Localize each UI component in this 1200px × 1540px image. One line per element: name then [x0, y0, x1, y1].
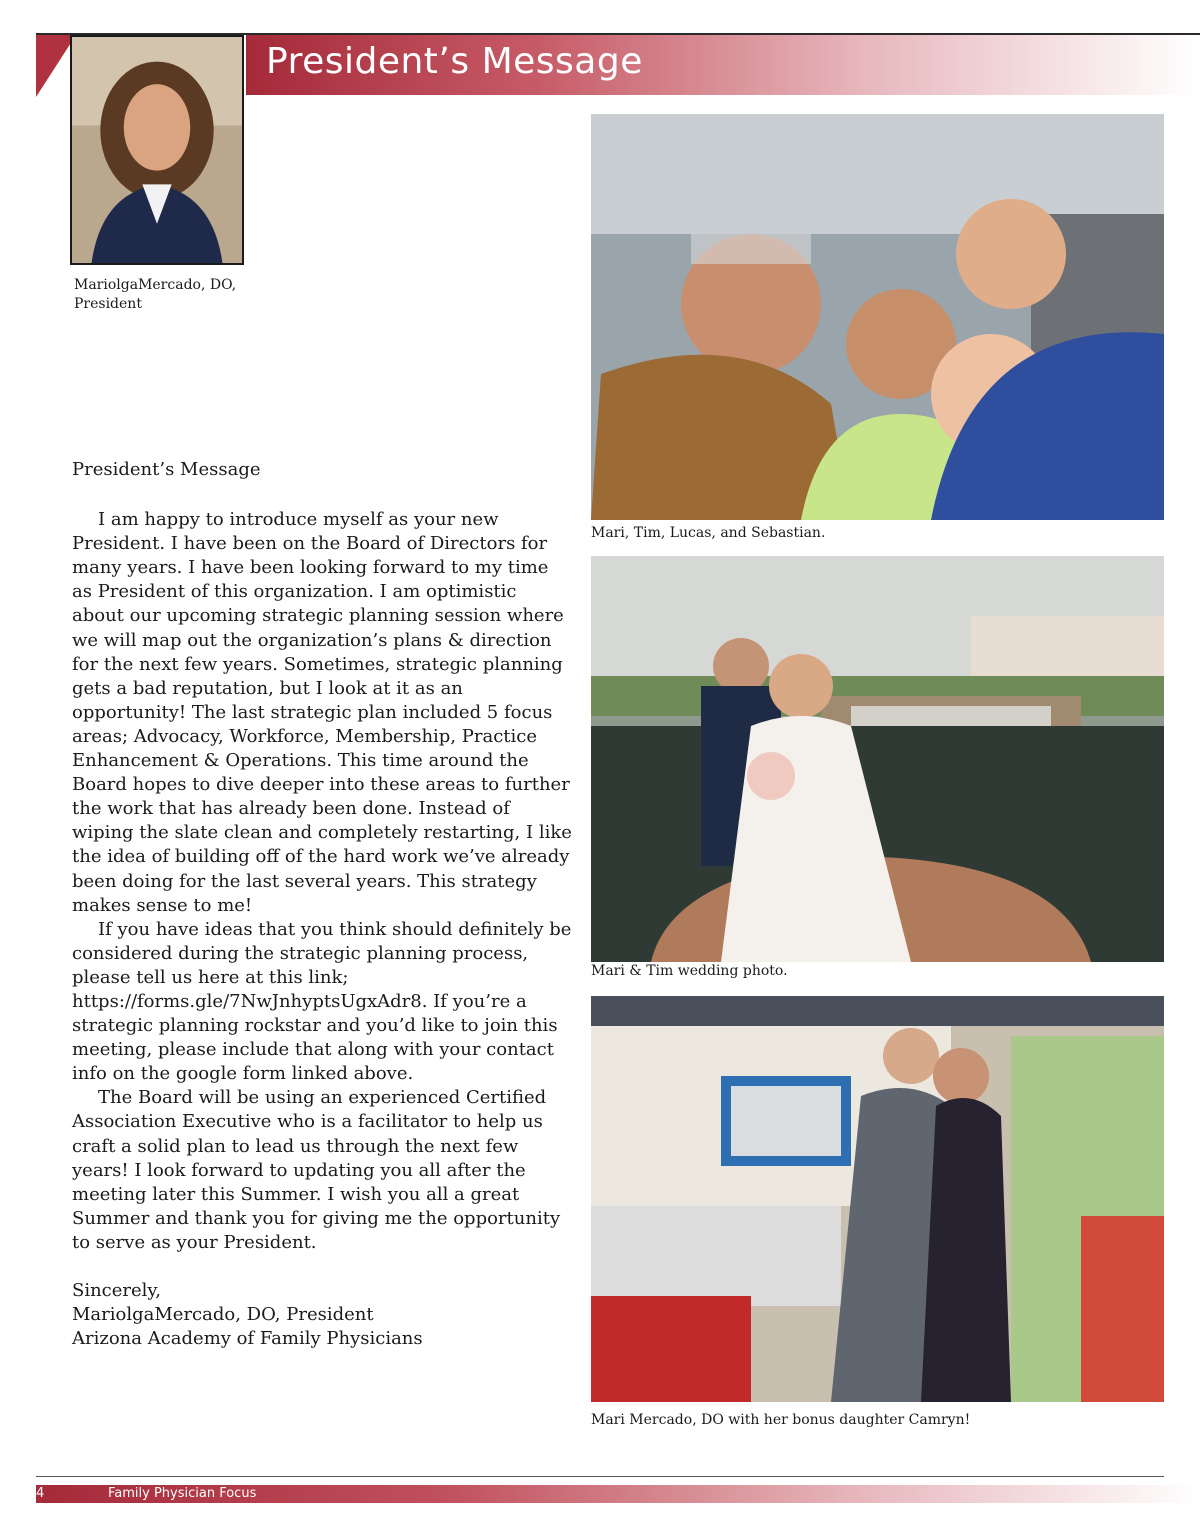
page-number: 4 — [36, 1486, 45, 1501]
family-photo-caption: Mari, Tim, Lucas, and Sebastian. — [591, 525, 826, 541]
footer-rule — [36, 1476, 1164, 1477]
wedding-photo — [591, 556, 1164, 962]
bonus-daughter-photo — [591, 996, 1164, 1402]
article-heading: President’s Message — [72, 459, 261, 480]
portrait-caption — [74, 276, 274, 314]
bonus-daughter-photo-caption: Mari Mercado, DO with her bonus daughter Camryn! — [591, 1412, 971, 1428]
footer-banner — [36, 1485, 1200, 1503]
publication-title: Family Physician Focus — [108, 1486, 257, 1501]
article-paragraph: If you have ideas that you think should definitely be considered during the strategic planning process, please tell us here at this link; https://forms.gle/7NwJnhyptsUgxAdr8. If you’re a strategic planning rockstar and you’d like to join this meeting, please include that along with your contact info on the google form linked above. — [72, 918, 572, 1085]
president-portrait-photo — [70, 35, 244, 265]
signature-name: MariolgaMercado, DO, President — [72, 1304, 374, 1326]
page-title: President’s Message — [266, 41, 643, 82]
portrait-caption-name: MariolgaMercado, DO, — [74, 277, 237, 293]
closing: Sincerely, — [72, 1280, 161, 1301]
article-paragraph: I am happy to introduce myself as your new President. I have been on the Board of Directors for many years. I have been looking forward to my time as President of this organization. I am optimistic about our upcoming strategic planning session where we will map out the organization’s plans & direction for the next few years. Sometimes, strategic planning gets a bad reputation, but I look at it as an opportunity! The last strategic plan included 5 focus areas; Advocacy, Workforce, Membership, Practice Enhancement & Operations. This time around the Board hopes to dive deeper into these areas to further the work that has already been done. Instead of wiping the slate clean and completely restarting, I like the idea of building off of the hard work we’ve already been doing for the last several years. This strategy makes sense to me! — [72, 509, 572, 916]
signature-org: Arizona Academy of Family Physicians — [72, 1328, 423, 1350]
family-photo — [591, 114, 1164, 520]
header-banner — [246, 35, 1200, 95]
portrait-caption-title: President — [74, 296, 142, 312]
article-body — [72, 458, 572, 1351]
wedding-photo-caption: Mari & Tim wedding photo. — [591, 963, 788, 979]
article-paragraph: The Board will be using an experienced Certified Association Executive who is a facilitator to help us craft a solid plan to lead us through the next few years! I look forward to updating you all after the meeting later this Summer. I wish you all a great Summer and thank you for giving me the opportunity to serve as your President. — [72, 1087, 561, 1253]
